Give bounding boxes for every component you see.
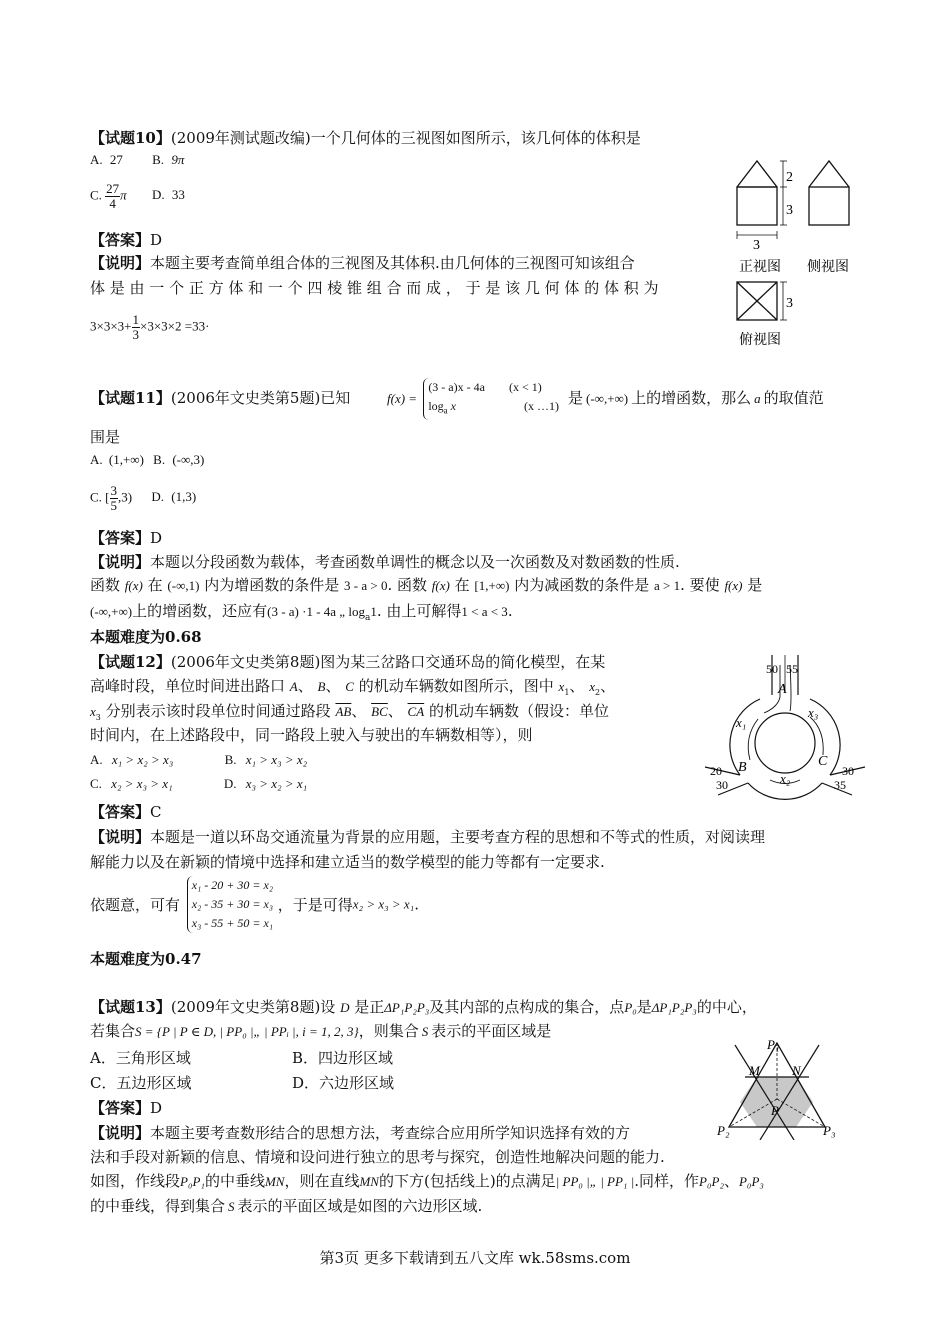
q12-fig-x3: x₃ — [808, 705, 819, 720]
q12-fig-55: 55 — [786, 662, 798, 676]
q13-explanation-2: 法和手段对新颖的信息、情境和设问进行独立的思考与探究，创造性地解决问题的能力. — [90, 1148, 665, 1166]
q13-option-d: D．六边形区域 — [292, 1074, 395, 1092]
q13-option-c: C．五边形区域 — [90, 1074, 192, 1092]
q13-fig-m: M — [749, 1063, 760, 1078]
q10-dim-3-front-height: 3 — [786, 203, 793, 218]
q10-explanation-1: 【说明】本题主要考查简单组合体的三视图及其体积.由几何体的三视图可知该组合 — [90, 254, 635, 272]
q13-fig-p3: P₃ — [823, 1123, 836, 1138]
q10-option-d-value: 33 — [171, 187, 185, 203]
q11-explanation-3: (-∞,+∞)上的增函数，还应有(3 - a) ·1 - 4a „ $\log_a1$. 由上可解得1 < a < 3. — [90, 602, 513, 623]
q12-fig-b: B — [738, 760, 747, 775]
q12-fig-35: 35 — [834, 778, 846, 792]
q10-option-a-value: 27 — [109, 152, 123, 167]
q13-stem-2: 若集合S = {P | P ∈ D, | PP₀ |„ | PPᵢ |, i = 1, 2, 3}，则集合 S 表示的平面区域是 — [90, 1022, 552, 1040]
q12-stem-2: 高峰时段，单位时间进出路口 A、 B、 C 的机动车辆数如图所示，图中 $x_1$、 $x_2$、 — [90, 677, 616, 697]
q10-answer-label: 【答案】 — [90, 231, 151, 249]
q10-dimension-lines — [737, 161, 787, 239]
q11-stem-tail: 是 (-∞,+∞) 上的增函数，那么 a 的取值范 — [568, 389, 824, 407]
q10-option-b-label: B. — [152, 152, 165, 167]
q12-options-cd: C. x₂ > x₃ > x₁ D. x₃ > x₂ > x₁ — [90, 776, 308, 791]
q13-fig-p: P — [771, 1103, 779, 1118]
q13-option-b: B．四边形区域 — [292, 1049, 394, 1067]
q13-fig-p1: P₁ — [767, 1037, 780, 1052]
q12-fig-50: 50 — [766, 662, 778, 676]
q12-stem-3: $x_3$ 分别表示该时段单位时间通过路段 $\overline{AB}$、 $\overline{BC}$、 $\overline{CA}$ 的机动车辆数（假设：单位 — [90, 702, 609, 722]
q12-fig-x2: x₂ — [780, 771, 791, 786]
q11-explanation-1: 【说明】本题以分段函数为载体，考查函数单调性的概念以及一次函数及对数函数的性质. — [90, 553, 680, 571]
q10-explanation-2: 体 是 由 一 个 正 方 体 和 一 个 四 棱 锥 组 合 而 成 ， 于 是 该 几 何 体 的 体 积 为 — [90, 279, 659, 297]
q12-stem-1: 【试题12】(2006年文史类第8题)图为某三岔路口交通环岛的简化模型，在某 — [90, 653, 606, 671]
q13-fig-p2: P₂ — [717, 1123, 730, 1138]
q11-stem-end: 围是 — [90, 428, 121, 446]
q10-top-view-label: 俯视图 — [739, 333, 781, 348]
q10-explanation-label: 【说明】 — [90, 254, 151, 272]
page-footer: 第3页 更多下载请到五八文库 wk.58sms.com — [319, 1249, 631, 1267]
q10-three-view-figure — [725, 155, 865, 350]
q12-explanation-2: 解能力以及在新颖的情境中选择和建立适当的数学模型的能力等都有一定要求. — [90, 853, 605, 871]
q10-answer — [90, 229, 162, 250]
q10-front-view-label: 正视图 — [739, 260, 781, 275]
q10-side-view — [809, 161, 849, 225]
q10-dim-3-top: 3 — [786, 296, 793, 311]
q10-explanation-3: 3×3×3+ $\frac{1}{3}$ ×3×3×2 =33· — [90, 312, 210, 342]
q12-difficulty: 本题难度为0.47 — [90, 950, 202, 968]
q12-fig-20: 20 — [710, 764, 722, 778]
q13-explanation-1: 【说明】本题主要考查数形结合的思想方法，考查综合应用所学知识选择有效的方 — [90, 1124, 631, 1142]
q13-explanation-3: 如图，作线段P₀P₁的中垂线MN，则在直线MN的下方(包括线上)的点满足| PP₀ |„ | PP₁ |.同样，作P₀P₂、P₀P₃ — [90, 1172, 764, 1190]
q10-answer-value: D — [150, 231, 163, 249]
q10-top-view — [737, 282, 777, 320]
q13-hexagon-region — [740, 1077, 813, 1127]
q10-option-a-label: A. — [90, 152, 103, 167]
q11-options-cd: C. [ $\frac{3}{5}$ ,3) D. (1,3) — [90, 483, 197, 513]
q10-option-c-tail: π — [120, 187, 127, 203]
q10-options-ab — [90, 152, 184, 168]
q13-explanation-4: 的中垂线，得到集合 S 表示的平面区域是如图的六边形区域. — [90, 1197, 483, 1215]
q13-stem-1: 【试题13】(2009年文史类第8题)设 D 是正ΔP₁P₂P₃及其内部的点构成的集合，点P₀是ΔP₁P₂P₃的中心， — [90, 998, 757, 1016]
q13-fig-n: N — [792, 1063, 801, 1078]
q13-option-a: A．三角形区域 — [90, 1049, 191, 1067]
q10-label: 【试题10】 — [90, 129, 171, 147]
q10-options-cd — [90, 182, 185, 211]
q11-stem-line: 【试题11】(2006年文史类第5题)已知 — [90, 389, 351, 407]
q10-option-d-label: D. — [151, 187, 165, 203]
q12-fig-x1: x₁ — [736, 715, 747, 730]
q12-explanation-1: 【说明】本题是一道以环岛交通流量为背景的应用题，主要考查方程的思想和不等式的性质，对阅读理 — [90, 828, 766, 846]
q12-traffic-circle-figure — [700, 655, 870, 800]
q11-label: 【试题11】 — [90, 389, 171, 407]
q12-options-ab: A. x₁ > x₂ > x₃ B. x₁ > x₃ > x₂ — [90, 752, 308, 767]
q12-stem-4: 时间内，在上述路段中，同一路段上驶入与驶出的车辆数相等），则 — [90, 726, 533, 744]
q13-answer: 【答案】D — [90, 1099, 163, 1117]
q12-fig-30-right: 30 — [842, 764, 854, 778]
q13-triangle-figure — [715, 1035, 840, 1140]
q12-explanation-3: 依题意，可有 x₁ - 20 + 30 = x₂ x₂ - 35 + 30 = x₃ x₃ - 55 + 50 = x₁ ，于是可得x₂ > x₃ > x₁. — [90, 876, 419, 933]
q11-options-ab: A. (1,+∞) B. (-∞,3) — [90, 452, 205, 467]
q10-side-view-label: 侧视图 — [807, 260, 849, 275]
q10-option-c-fraction: $\frac{27}{4}$ — [106, 181, 120, 211]
q10-option-c-label: C. — [90, 187, 102, 203]
q10-stem-line — [90, 127, 641, 148]
q10-front-view — [737, 161, 777, 225]
q10-dim-2: 2 — [786, 170, 793, 185]
q12-fig-30-left: 30 — [716, 778, 728, 792]
q10-option-b-value: 9π — [171, 152, 185, 167]
q11-piecewise-function: f(x) = (3 - a)x - 4a (x < 1) $\log_a x$ (x …1) — [387, 378, 559, 420]
q11-difficulty: 本题难度为0.68 — [90, 628, 202, 646]
q12-fig-a: A — [778, 682, 787, 697]
q10-stem: (2009年测试题改编)一个几何体的三视图如图所示，该几何体的体积是 — [170, 129, 641, 147]
q12-answer: 【答案】C — [90, 803, 162, 821]
q12-fig-c: C — [818, 754, 828, 769]
q11-answer: 【答案】D — [90, 529, 163, 547]
q11-explanation-2: 函数 f(x) 在 (-∞,1) 内为增函数的条件是 3 - a > 0. 函数 f(x) 在 [1,+∞) 内为减函数的条件是 a > 1. 要使 f(x) 是 — [90, 576, 763, 594]
q10-dim-3-front-width: 3 — [753, 238, 760, 253]
